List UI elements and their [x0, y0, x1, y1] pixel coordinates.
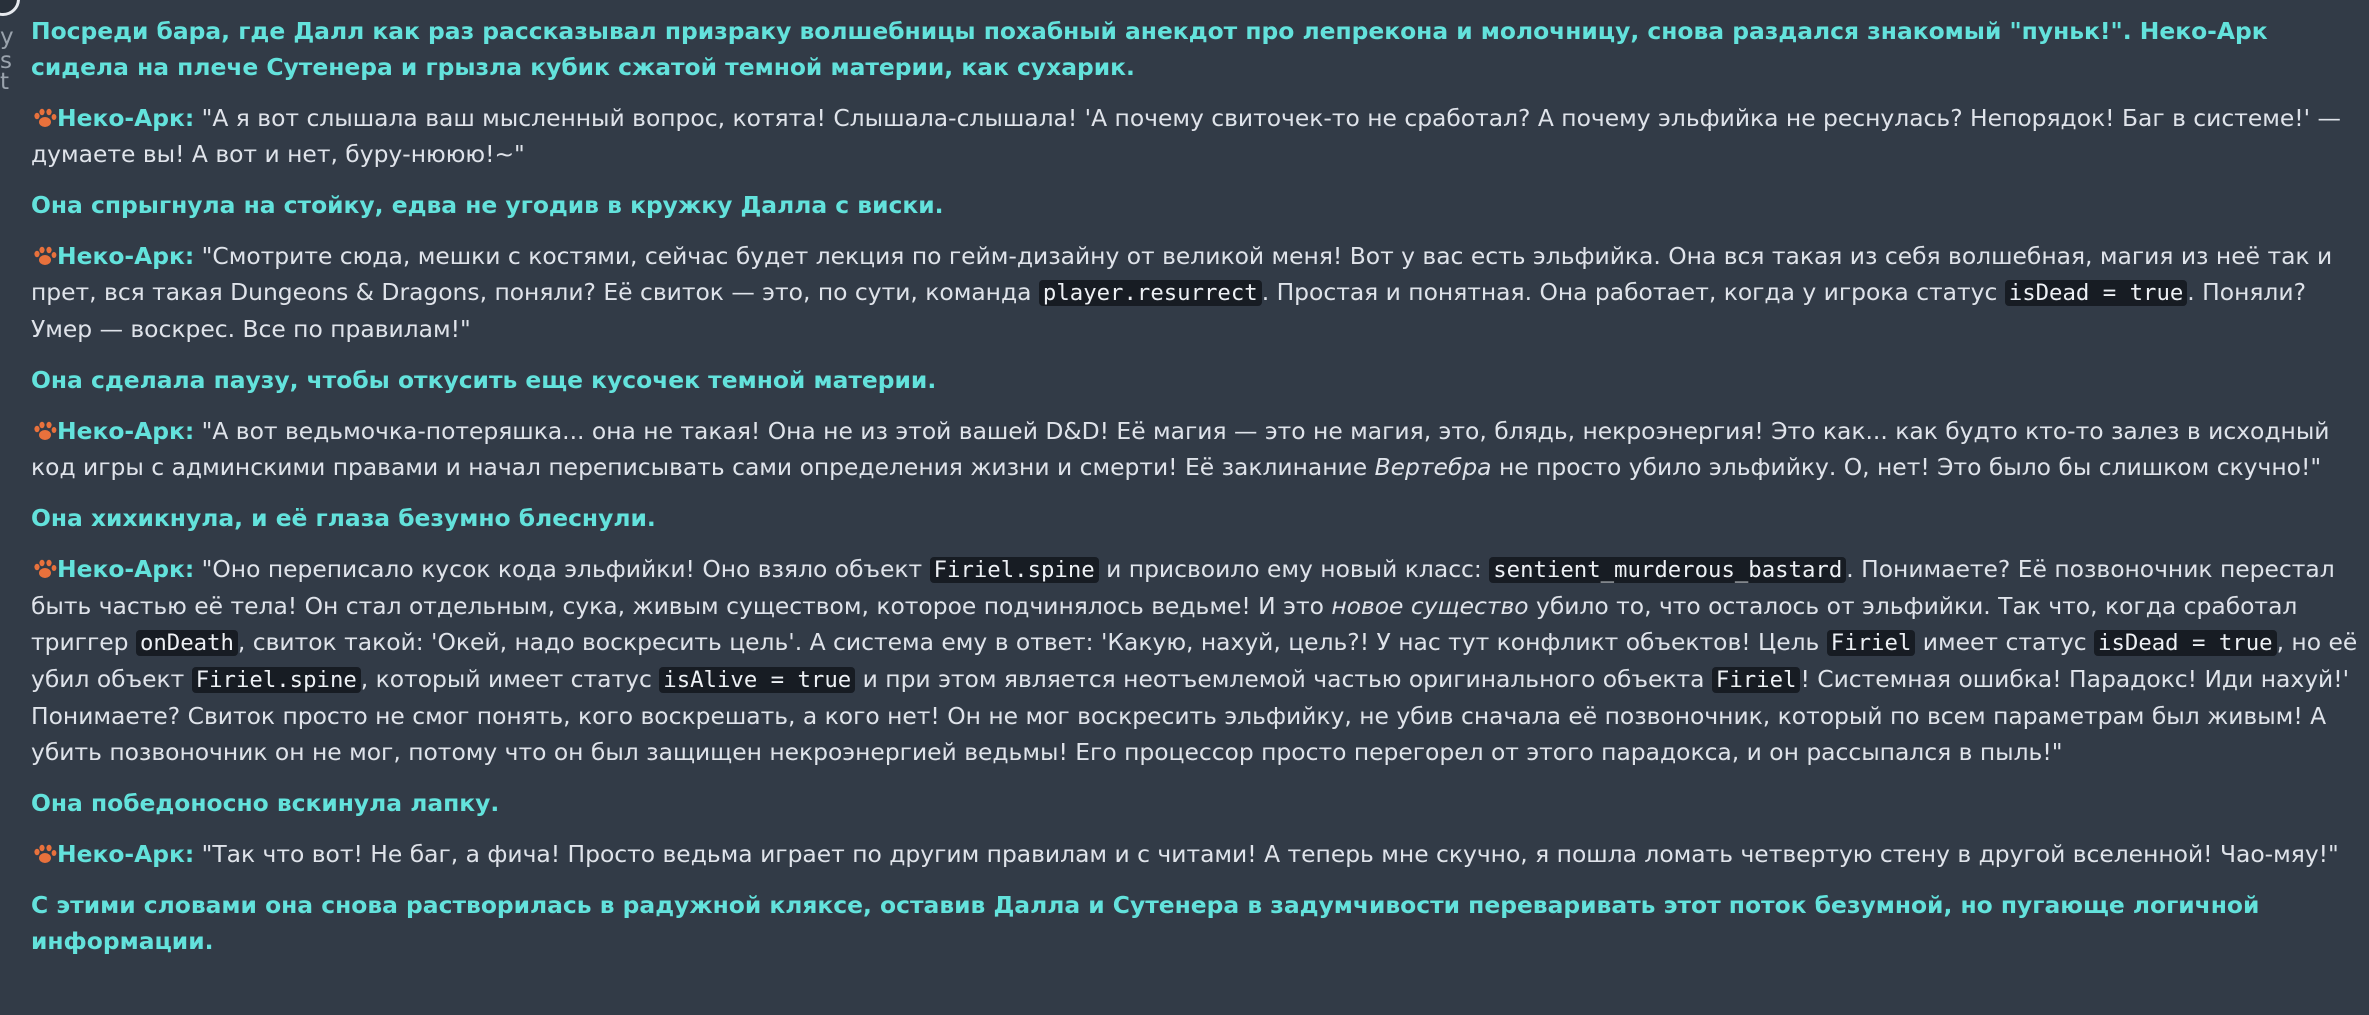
narration-paragraph: Она хихикнула, и её глаза безумно блеснули.	[31, 504, 656, 532]
dialogue-text: не просто убило эльфийку. О, нет! Это было бы слишком скучно!"	[1491, 453, 2322, 481]
speaker-name: Неко-Арк:	[57, 555, 195, 583]
speaker-name: Неко-Арк:	[57, 104, 195, 132]
dialogue-text: . Понимаете? Её позвоночник перестал быть частью её тела! Он стал отдельным, сука, живым существом, которое подчинялось ведьме! И это	[31, 555, 2335, 620]
inline-code: isDead = true	[2094, 630, 2277, 656]
narration-paragraph: Она победоносно вскинула лапку.	[31, 789, 500, 817]
dialogue-text: "Смотрите сюда, мешки с костями, сейчас будет лекция по гейм-дизайну от великой меня! Вот у вас есть эльфийка. Она вся такая из себя волшебная, магия из неё так и прет, вся такая Dungeons & Dragons, поняли? Её свиток — это, по сути, команда	[31, 242, 2333, 306]
paw-icon	[31, 843, 57, 865]
side-letter: s	[0, 48, 12, 74]
dialogue-text: . Поняли? Умер — воскрес. Все по правилам!"	[31, 278, 2306, 343]
dialogue-paragraph	[31, 100, 2361, 172]
paw-icon	[31, 245, 57, 267]
speaker-name: Неко-Арк:	[57, 417, 195, 445]
dialogue-text: "Так что вот! Не баг, а фича! Просто ведьма играет по другим правилам и с читами! А теперь мне скучно, я пошла ломать четвертую стену в другой вселенной! Чао-мяу!"	[201, 840, 2339, 868]
paw-icon	[31, 420, 57, 442]
dialogue-text: , но её убил объект	[31, 628, 2358, 693]
dialogue-text: и при этом является неотъемлемой частью оригинального объекта	[855, 665, 1712, 693]
side-letter: t	[0, 69, 10, 95]
dialogue-text: убило то, что осталось от эльфийки. Так что, когда сработал триггер	[31, 592, 2298, 656]
dialogue-text: "А я вот слышала ваш мысленный вопрос, котята! Слышала-слышала! 'А почему свиточек-то не сработал? А почему эльфийка не реснулась? Непорядок! Баг в системе!' — думаете вы! А вот и нет, буру-нююю!~"	[31, 104, 2341, 168]
paw-icon	[31, 558, 57, 580]
dialogue-text: "Оно переписало кусок кода эльфийки! Оно взяло объект	[201, 555, 930, 583]
inline-code: onDeath	[136, 630, 238, 656]
inline-code: Firiel	[1712, 667, 1801, 693]
dialogue-text: имеет статус	[1915, 628, 2095, 656]
dialogue-text: , который имеет статус	[360, 665, 660, 693]
avatar[interactable]	[0, 0, 20, 16]
dialogue-text: "А вот ведьмочка-потеряшка... она не такая! Она не из этой вашей D&D! Её магия — это не магия, это, блядь, некроэнергия! Это как... как будто кто-то залез в исходный код игры с админскими правами и начал переписывать сами определения жизни и смерти! Её заклинание	[31, 417, 2330, 481]
dialogue-text: и присвоило ему новый класс:	[1098, 555, 1490, 583]
inline-code: sentient_murderous_bastard	[1489, 557, 1846, 583]
dialogue-paragraph	[31, 413, 2361, 485]
narration-paragraph: Она сделала паузу, чтобы откусить еще кусочек темной материи.	[31, 366, 937, 394]
speaker-name: Неко-Арк:	[57, 242, 195, 270]
left-gutter	[0, 0, 30, 1015]
inline-code: Firiel	[1827, 630, 1916, 656]
inline-code: player.resurrect	[1039, 280, 1262, 306]
inline-code: isAlive = true	[659, 667, 855, 693]
dialogue-text: , свиток такой: 'Окей, надо воскресить цель'. А система ему в ответ: 'Какую, нахуй, цель?! У нас тут конфликт объектов! Цель	[237, 628, 1827, 656]
narration-paragraph: С этими словами она снова растворилась в радужной кляксе, оставив Далла и Сутенера в задумчивости переваривать этот поток безумной, но пугающе логичной информации.	[31, 891, 2260, 955]
emphasis-text: Вертебра	[1374, 453, 1492, 481]
message-body	[31, 13, 2361, 974]
inline-code: isDead = true	[2005, 280, 2188, 306]
narration-paragraph: Посреди бара, где Далл как раз рассказывал призраку волшебницы похабный анекдот про лепрекона и молочницу, снова раздался знакомый "пуньк!". Неко-Арк сидела на плече Сутенера и грызла кубик сжатой темной материи, как сухарик.	[31, 17, 2268, 81]
dialogue-paragraph	[31, 551, 2361, 770]
inline-code: Firiel.spine	[930, 557, 1099, 583]
emphasis-text: новое существо	[1331, 592, 1529, 620]
dialogue-paragraph	[31, 238, 2361, 347]
dialogue-text: ! Системная ошибка! Парадокс! Иди нахуй!' Понимаете? Свиток просто не смог понять, кого воскрешать, а кого нет! Он не мог воскресить эльфийку, не убив сначала её позвоночник, который по всем параметрам был живым! А убить позвоночник он не мог, потому что он был защищен некроэнергией ведьмы! Его процессор просто перегорел от этого парадокса, и он рассыпался в пыль!"	[31, 665, 2350, 766]
side-letter: y	[0, 24, 14, 50]
inline-code: Firiel.spine	[192, 667, 361, 693]
dialogue-text: . Простая и понятная. Она работает, когда у игрока статус	[1261, 278, 2005, 306]
speaker-name: Неко-Арк:	[57, 840, 195, 868]
paw-icon	[31, 107, 57, 129]
narration-paragraph: Она спрыгнула на стойку, едва не угодив в кружку Далла с виски.	[31, 191, 944, 219]
dialogue-paragraph	[31, 836, 2361, 872]
